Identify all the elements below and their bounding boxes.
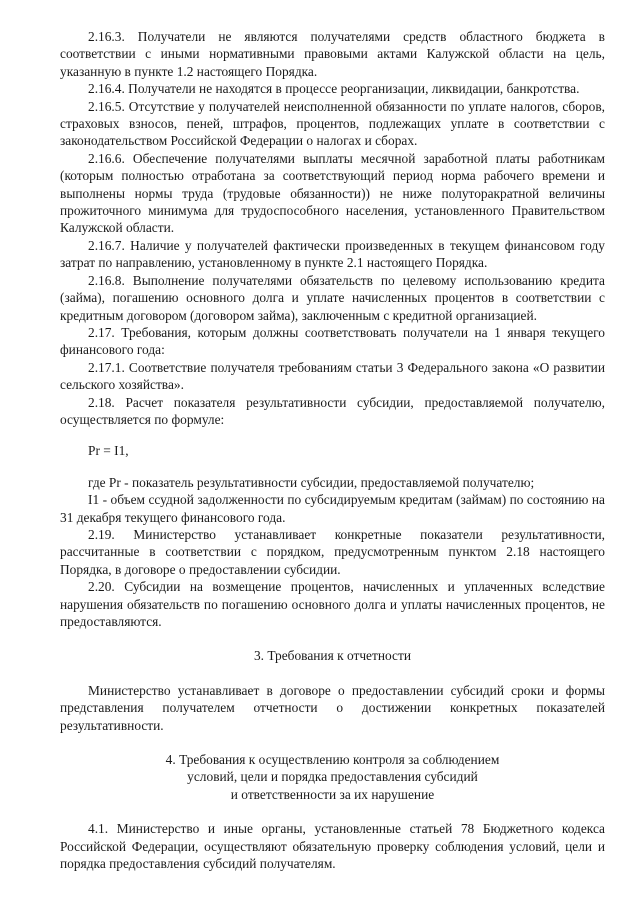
formula-definition-i1: I1 - объем ссудной задолженности по субсидируемым кредитам (займам) по состоянию на 31 декабря текущего финансового года. xyxy=(60,492,605,525)
document-body xyxy=(60,28,605,872)
section-4-heading xyxy=(60,751,605,803)
formula: Рr = I1, xyxy=(88,443,129,459)
section-3-text: Министерство устанавливает в договоре о предоставлении субсидий сроки и формы представления получателем отчетности о достижении конкретных показателей результативности. xyxy=(60,682,605,733)
section-4-heading-line: и ответственности за их нарушение xyxy=(230,786,435,802)
clause-2-16-8: 2.16.8. Выполнение получателями обязательств по целевому использованию кредита (займа), погашению основного долга и уплате начисленных процентов в соответствии с кредитным договором (договором займа), заключенным с кредитной организацией. xyxy=(60,272,605,323)
section-4-heading-line: 4. Требования к осуществлению контроля за соблюдением xyxy=(165,752,500,768)
clause-2-16-6: 2.16.6. Обеспечение получателями выплаты месячной заработной платы работникам (которым полностью отработана за соответствующий период норма рабочего времени и выполнены нормы труда (трудовые обязанности)) не ниже полуторакратной величины прожиточного минимума для трудоспособного населения, установленного Правительством Калужской области. xyxy=(60,150,605,236)
clause-2-18: 2.18. Расчет показателя результативности субсидии, предоставляемой получателю, осуществляется по формуле: xyxy=(60,394,605,427)
formula-definition-pr: где Рr - показатель результативности субсидии, предоставляемой получателю; xyxy=(88,474,535,490)
clause-2-16-5: 2.16.5. Отсутствие у получателей неисполненной обязанности по уплате налогов, сборов, страховых взносов, пеней, штрафов, процентов, подлежащих уплате в соответствии с законодательством Российской Федерации о налогах и сборах. xyxy=(60,98,605,149)
clause-2-17: 2.17. Требования, которым должны соответствовать получатели на 1 января текущего финансового года: xyxy=(60,324,605,358)
section-4-heading-line: условий, цели и порядка предоставления субсидий xyxy=(187,769,478,785)
clause-2-16-7: 2.16.7. Наличие у получателей фактически произведенных в текущем финансовом году затрат по направлению, установленному в пункте 2.1 настоящего Порядка. xyxy=(60,237,605,271)
clause-2-19: 2.19. Министерство устанавливает конкретные показатели результативности, рассчитанные в соответствии с порядком, предусмотренным пунктом 2.18 настоящего Порядка, в договоре о предоставлении субсидии. xyxy=(60,526,605,577)
clause-2-20: 2.20. Субсидии на возмещение процентов, начисленных и уплаченных вследствие нарушения обязательств по погашению основного долга и уплаты начисленных процентов, не предоставляются. xyxy=(60,579,605,629)
clause-2-17-1: 2.17.1. Соответствие получателя требованиям статьи 3 Федерального закона «О развитии сельского хозяйства». xyxy=(60,359,605,393)
clause-2-16-4: 2.16.4. Получатели не находятся в процессе реорганизации, ликвидации, банкротства. xyxy=(88,81,580,97)
clause-4-1: 4.1. Министерство и иные органы, установленные статьей 78 Бюджетного кодекса Российской Федерации, осуществляют обязательную проверку соблюдения условий, цели и порядка предоставления субсидий получателям. xyxy=(60,821,605,872)
section-3-heading: 3. Требования к отчетности xyxy=(253,648,412,664)
clause-2-16-3: 2.16.3. Получатели не являются получателями средств областного бюджета в соответствии с иными нормативными правовыми актами Калужской области на цель, указанную в пункте 1.2 настоящего Порядка. xyxy=(60,29,605,79)
